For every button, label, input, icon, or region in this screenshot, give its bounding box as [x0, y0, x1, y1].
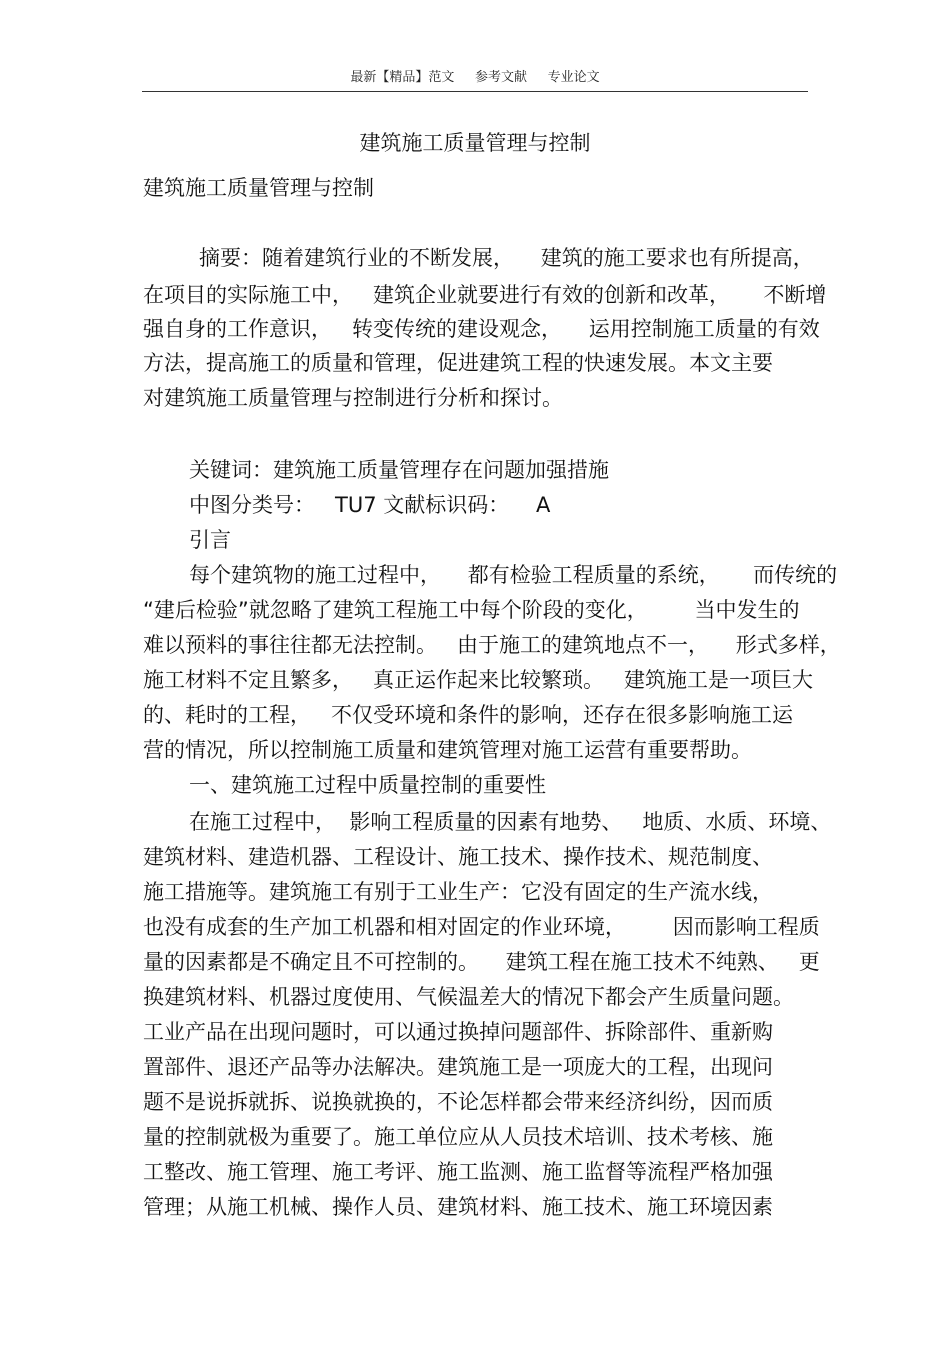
paragraph-line: 也没有成套的生产加工机器和相对固定的作业环境， 因而影响工程质 — [143, 915, 820, 939]
paragraph-line: “建后检验”就忽略了建筑工程施工中每个阶段的变化， 当中发生的 — [143, 598, 800, 622]
abstract-line: 在项目的实际施工中， 建筑企业就要进行有效的创新和改革， 不断增 — [143, 283, 827, 307]
paragraph-line: 营的情况，所以控制施工质量和建筑管理对施工运营有重要帮助。 — [143, 738, 752, 762]
abstract-line: 强自身的工作意识， 转变传统的建设观念， 运用控制施工质量的有效 — [143, 317, 820, 341]
paragraph-line: 工整改、施工管理、施工考评、施工监测、施工监督等流程严格加强 — [143, 1160, 773, 1184]
abstract-line: 摘要：随着建筑行业的不断发展， 建筑的施工要求也有所提高， — [199, 246, 814, 270]
paragraph-line: 每个建筑物的施工过程中， 都有检验工程质量的系统， 而传统的 — [189, 563, 838, 587]
header-divider — [142, 91, 808, 92]
page-header: 最新【精品】范文 参考文献 专业论文 — [350, 70, 600, 85]
paragraph-line: 建筑材料、建造机器、工程设计、施工技术、操作技术、规范制度、 — [143, 845, 773, 869]
abstract-line: 对建筑施工质量管理与控制进行分析和探讨。 — [143, 386, 563, 410]
paragraph-line: 施工材料不定且繁多， 真正运作起来比较繁琐。 建筑施工是一项巨大 — [143, 668, 814, 692]
document-title: 建筑施工质量管理与控制 — [359, 131, 591, 155]
paragraph-line: 量的控制就极为重要了。施工单位应从人员技术培训、技术考核、施 — [143, 1125, 773, 1149]
section-heading-intro: 引言 — [189, 528, 231, 552]
paragraph-line: 施工措施等。建筑施工有别于工业生产：它没有固定的生产流水线， — [143, 880, 773, 904]
paragraph-line: 换建筑材料、机器过度使用、气候温差大的情况下都会产生质量问题。 — [143, 985, 794, 1009]
paragraph-line: 题不是说拆就拆、说换就换的，不论怎样都会带来经济纠纷，因而质 — [143, 1090, 773, 1114]
document-subtitle: 建筑施工质量管理与控制 — [143, 176, 374, 200]
paragraph-line: 工业产品在出现问题时，可以通过换掉问题部件、拆除部件、重新购 — [143, 1020, 773, 1044]
keywords: 关键词：建筑施工质量管理存在问题加强措施 — [189, 458, 609, 482]
paragraph-line: 管理；从施工机械、操作人员、建筑材料、施工技术、施工环境因素 — [143, 1195, 773, 1219]
paragraph-line: 难以预料的事往往都无法控制。 由于施工的建筑地点不一， 形式多样， — [143, 633, 841, 657]
classification-number: 中图分类号： TU7 文献标识码： A — [189, 493, 551, 517]
paragraph-line: 置部件、退还产品等办法解决。建筑施工是一项庞大的工程，出现问 — [143, 1055, 773, 1079]
abstract-line: 方法，提高施工的质量和管理，促进建筑工程的快速发展。本文主要 — [143, 351, 773, 375]
paragraph-line: 在施工过程中， 影响工程质量的因素有地势、 地质、水质、环境、 — [189, 810, 832, 834]
paragraph-line: 量的因素都是不确定且不可控制的。 建筑工程在施工技术不纯熟、 更 — [143, 950, 820, 974]
section-heading-1: 一、建筑施工过程中质量控制的重要性 — [189, 773, 546, 797]
paragraph-line: 的、耗时的工程， 不仅受环境和条件的影响，还存在很多影响施工运 — [143, 703, 794, 727]
